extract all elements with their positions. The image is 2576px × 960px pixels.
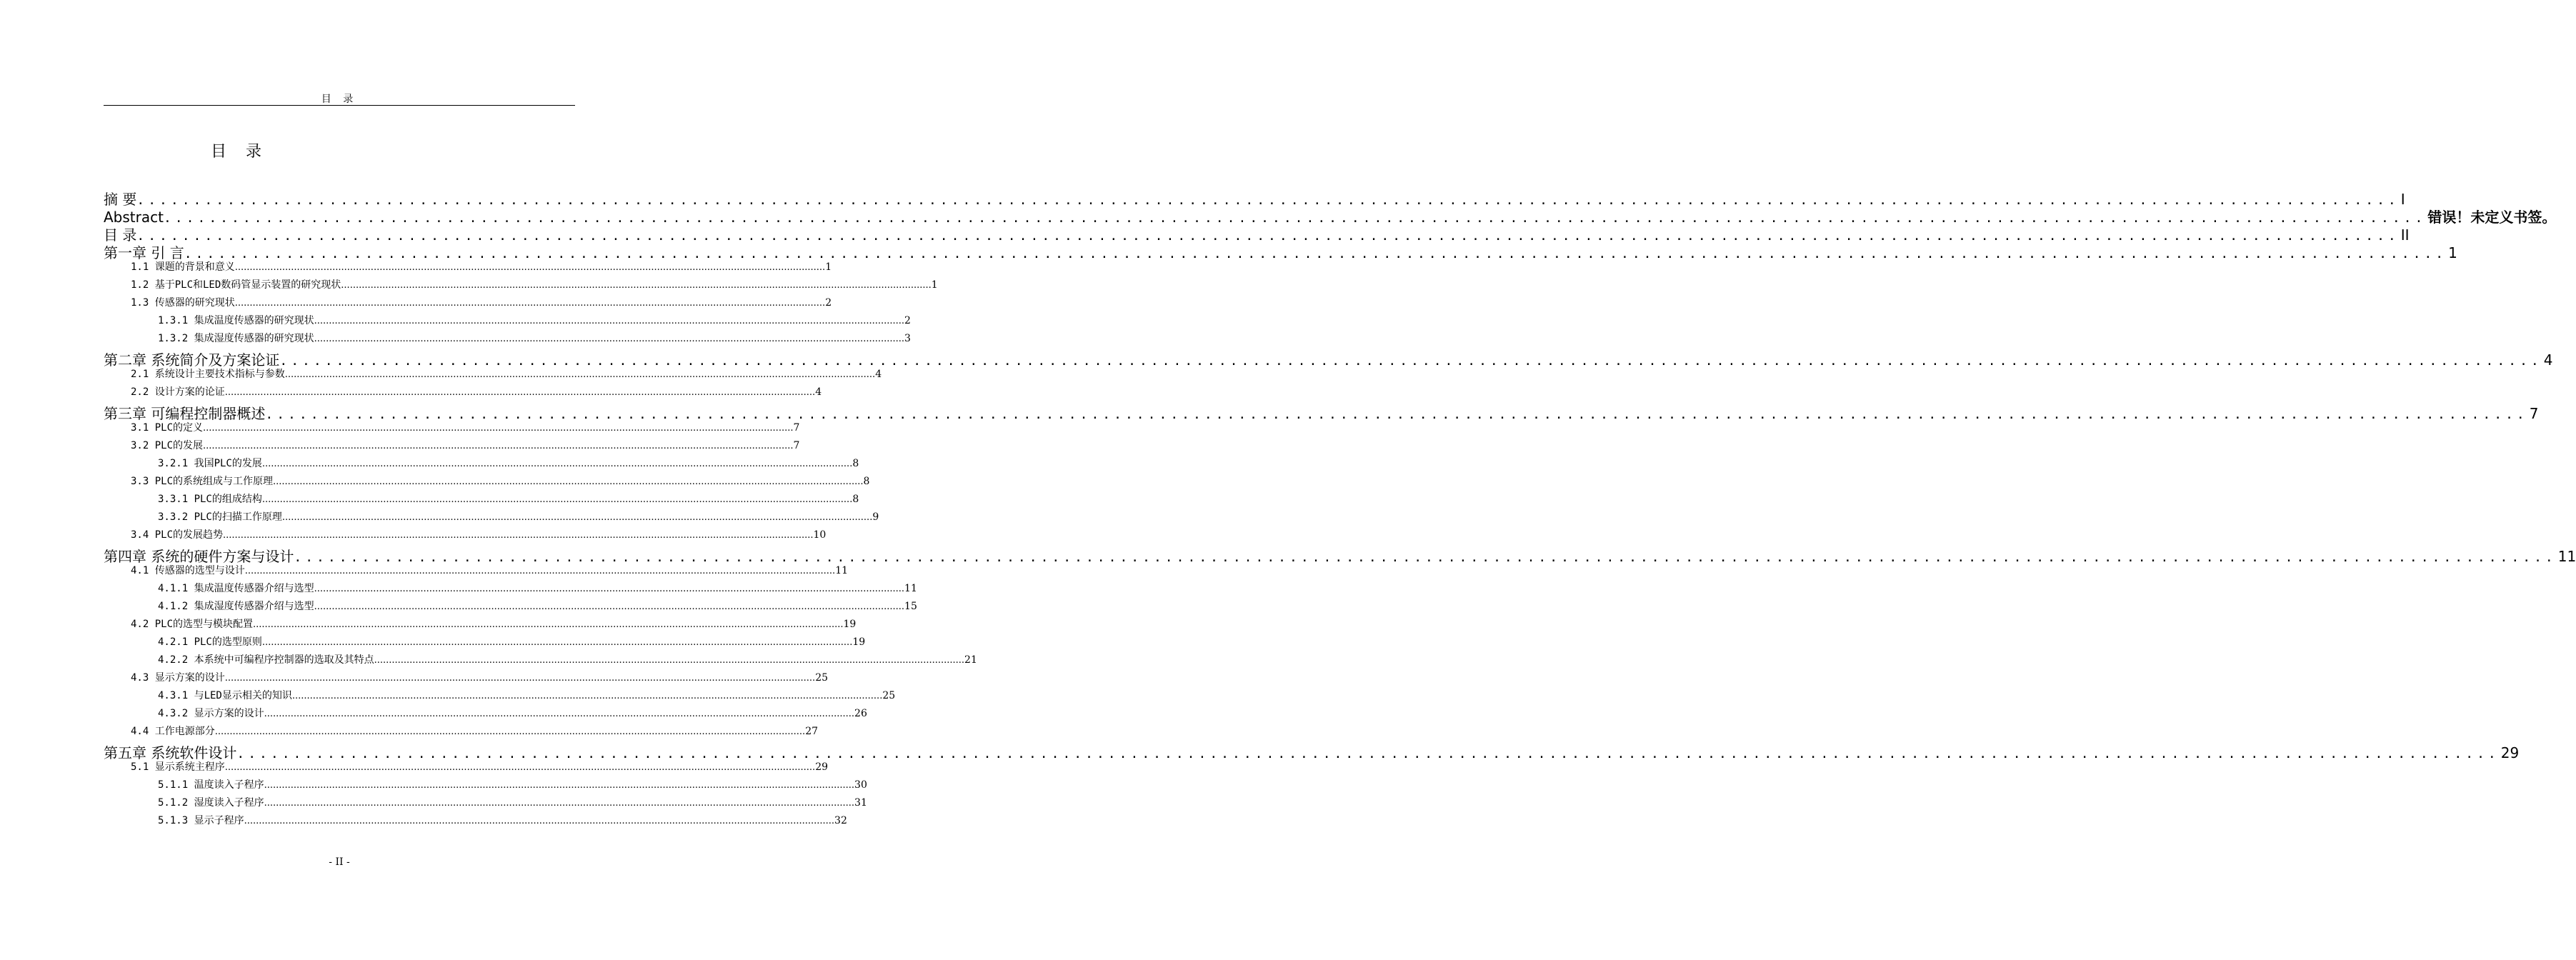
toc-leader-dots: ........................................................................................................................................................................................................ [224,673,816,684]
toc-entry[interactable] [104,599,917,616]
toc-entry-label: 摘 要 [104,191,137,208]
toc-entry[interactable] [104,366,882,384]
toc-entry-page: 10 [813,529,827,541]
toc-entry[interactable] [104,545,2576,565]
toc-entry-page: 31 [854,797,867,809]
toc-entry[interactable] [104,456,859,474]
toc-entry-page: 29 [2500,744,2520,761]
toc-entry-page: 4 [2543,351,2553,369]
toc-entry-page: 11 [835,565,849,576]
toc-entry-label: 第二章 系统简介及方案论证 [104,351,280,369]
toc-entry[interactable] [104,777,867,795]
toc-entry[interactable] [104,313,911,331]
toc-entry-label: 5.1.1 温度读入子程序 [158,779,264,791]
toc-leader-dots: ........................................................................................................................................................................................................ [203,441,794,451]
toc-leader-dots: ........................................................................................................................................................................................................ [136,193,2400,208]
toc-entry[interactable] [104,706,867,724]
toc-entry-label: 4.2.2 本系统中可编程序控制器的选取及其特点 [158,654,374,666]
toc-entry[interactable] [104,688,896,706]
table-of-contents [104,188,2576,831]
page-title: 目 录 [211,143,269,161]
toc-entry-page: 27 [805,726,819,737]
toc-entry-label: 3.2 PLC的发展 [131,440,204,451]
toc-entry-page: 4 [815,386,822,398]
toc-entry-page: 8 [852,458,859,469]
toc-entry-page: 25 [815,672,829,684]
toc-entry[interactable] [104,616,857,634]
toc-leader-dots: ........................................................................................................................................................................................................ [261,494,853,505]
toc-entry[interactable] [104,741,2520,761]
toc-leader-dots: ........................................................................................................................................................................................................ [236,746,2500,761]
toc-leader-dots: ........................................................................................................................................................................................................ [273,476,864,487]
toc-entry-page: 7 [2529,405,2539,422]
toc-entry[interactable] [104,634,866,652]
toc-entry[interactable] [104,474,870,491]
toc-leader-dots: ........................................................................................................................................................................................................ [203,423,794,434]
toc-leader-dots: ........................................................................................................................................................................................................ [314,584,905,594]
toc-entry-page: 4 [875,369,882,380]
toc-entry-label: 4.1 传感器的选型与设计 [131,565,245,576]
toc-leader-dots: ........................................................................................................................................................................................................ [136,229,2400,244]
toc-entry[interactable] [104,581,917,599]
toc-entry[interactable] [104,813,847,831]
toc-entry-page: 3 [904,333,911,344]
toc-leader-dots: ........................................................................................................................................................................................................ [265,407,2528,422]
toc-entry-page: 11 [904,583,917,594]
toc-entry-page: 30 [854,779,867,791]
toc-leader-dots: ........................................................................................................................................................................................................ [314,316,905,326]
toc-leader-dots: ........................................................................................................................................................................................................ [279,354,2542,369]
toc-entry-page: I [2400,191,2405,208]
toc-entry[interactable] [104,206,2557,226]
page-number: - II - [329,856,350,868]
toc-leader-dots: ........................................................................................................................................................................................................ [224,387,816,398]
toc-entry[interactable] [104,241,2457,261]
toc-entry[interactable] [104,384,822,402]
toc-entry-page: 2 [904,315,911,326]
toc-leader-dots: ........................................................................................................................................................................................................ [224,762,816,773]
toc-leader-dots: ........................................................................................................................................................................................................ [244,566,836,576]
toc-leader-dots: ........................................................................................................................................................................................................ [261,637,853,648]
toc-entry-label: 目 录 [104,226,137,244]
toc-entry-page: 错误！未定义书签。 [2427,209,2557,226]
toc-entry-label: 3.3.2 PLC的扫描工作原理 [158,511,282,523]
toc-entry-page: 11 [2557,548,2576,565]
toc-entry-label: 4.1.1 集成温度传感器介绍与选型 [158,583,314,594]
toc-entry-page: 9 [872,511,879,523]
toc-leader-dots: ........................................................................................................................................................................................................ [264,798,855,809]
toc-entry-label: 1.1 课题的背景和意义 [131,261,235,273]
toc-entry-label: 5.1.2 湿度读入子程序 [158,797,264,809]
toc-entry-page: 8 [863,476,870,487]
toc-entry[interactable] [104,724,819,741]
toc-entry[interactable] [104,759,829,777]
toc-entry[interactable] [104,188,2405,208]
toc-entry[interactable] [104,652,977,670]
toc-entry[interactable] [104,224,2410,244]
toc-entry-label: 1.3.2 集成湿度传感器的研究现状 [158,333,314,344]
toc-leader-dots: ........................................................................................................................................................................................................ [223,530,814,541]
toc-leader-dots: ........................................................................................................................................................................................................ [374,655,965,666]
toc-leader-dots: ........................................................................................................................................................................................................ [163,211,2427,226]
toc-leader-dots: ........................................................................................................................................................................................................ [234,262,826,273]
toc-entry-label: 第三章 可编程控制器概述 [104,405,266,422]
toc-entry-label: 4.3 显示方案的设计 [131,672,225,684]
toc-entry-label: 5.1 显示系统主程序 [131,761,225,773]
toc-entry-label: 3.3.1 PLC的组成结构 [158,494,262,505]
toc-leader-dots: ........................................................................................................................................................................................................ [184,246,2447,261]
toc-entry-label: 第一章 引 言 [104,244,184,261]
toc-entry[interactable] [104,331,911,349]
header-divider [104,105,575,106]
toc-leader-dots: ........................................................................................................................................................................................................ [244,816,835,826]
toc-entry-label: 4.4 工作电源部分 [131,726,215,737]
toc-entry[interactable] [104,491,859,509]
toc-entry-page: 26 [854,708,867,719]
toc-entry-page: 8 [852,494,859,505]
toc-entry-page: 7 [793,422,800,434]
toc-entry-label: 第五章 系统软件设计 [104,744,237,761]
toc-entry-label: 第四章 系统的硬件方案与设计 [104,548,294,565]
toc-entry-label: 3.3 PLC的系统组成与工作原理 [131,476,274,487]
toc-leader-dots: ........................................................................................................................................................................................................ [291,691,883,701]
toc-entry[interactable] [104,277,938,295]
toc-leader-dots: ........................................................................................................................................................................................................ [214,726,806,737]
toc-entry-page: 25 [882,690,896,701]
toc-entry-page: 1 [825,261,832,273]
toc-entry[interactable] [104,670,829,688]
running-header-title: 目 录 [321,94,358,105]
toc-entry-label: 1.2 基于PLC和LED数码管显示装置的研究现状 [131,279,341,291]
toc-entry-label: 4.3.1 与LED显示相关的知识 [158,690,292,701]
toc-entry-label: 4.2.1 PLC的选型原则 [158,636,262,648]
toc-entry-page: 29 [815,761,829,773]
toc-leader-dots: ........................................................................................................................................................................................................ [253,619,844,630]
toc-entry[interactable] [104,295,832,313]
toc-entry[interactable] [104,438,800,456]
toc-entry-page: 15 [904,601,917,612]
toc-entry-label: 4.1.2 集成湿度传感器介绍与选型 [158,601,314,612]
toc-entry-page: 7 [793,440,800,451]
toc-entry[interactable] [104,509,879,527]
toc-leader-dots: ........................................................................................................................................................................................................ [284,369,876,380]
toc-leader-dots: ........................................................................................................................................................................................................ [314,334,905,344]
toc-leader-dots: ........................................................................................................................................................................................................ [281,512,873,523]
toc-entry-label: Abstract [104,209,164,226]
toc-entry-page: 2 [825,297,832,309]
toc-entry-label: 2.1 系统设计主要技术指标与参数 [131,369,285,380]
toc-entry-page: 21 [964,654,977,666]
toc-entry-label: 3.4 PLC的发展趋势 [131,529,224,541]
toc-entry-label: 5.1.3 显示子程序 [158,815,244,826]
toc-entry-page: 19 [843,619,857,630]
toc-entry-page: 1 [2448,244,2457,261]
toc-entry-label: 1.3 传感器的研究现状 [131,297,235,309]
toc-leader-dots: ........................................................................................................................................................................................................ [234,298,826,309]
toc-entry[interactable] [104,795,867,813]
toc-leader-dots: ........................................................................................................................................................................................................ [341,280,932,291]
toc-entry-label: 1.3.1 集成温度传感器的研究现状 [158,315,314,326]
toc-entry[interactable] [104,349,2553,369]
toc-leader-dots: ........................................................................................................................................................................................................ [264,780,855,791]
toc-leader-dots: ........................................................................................................................................................................................................ [314,601,905,612]
toc-entry-label: 3.2.1 我国PLC的发展 [158,458,262,469]
toc-entry-label: 4.3.2 显示方案的设计 [158,708,264,719]
toc-leader-dots: ........................................................................................................................................................................................................ [294,550,2557,565]
toc-entry-page: 32 [834,815,847,826]
toc-entry[interactable] [104,259,832,277]
toc-entry[interactable] [104,402,2539,422]
toc-entry-label: 3.1 PLC的定义 [131,422,204,434]
toc-entry-page: II [2400,226,2410,244]
toc-entry[interactable] [104,563,849,581]
toc-entry-page: 19 [852,636,866,648]
toc-entry[interactable] [104,420,800,438]
toc-leader-dots: ........................................................................................................................................................................................................ [261,459,853,469]
toc-entry-label: 4.2 PLC的选型与模块配置 [131,619,254,630]
toc-entry-label: 2.2 设计方案的论证 [131,386,225,398]
toc-entry[interactable] [104,527,827,545]
toc-entry-page: 1 [931,279,938,291]
toc-leader-dots: ........................................................................................................................................................................................................ [264,709,855,719]
